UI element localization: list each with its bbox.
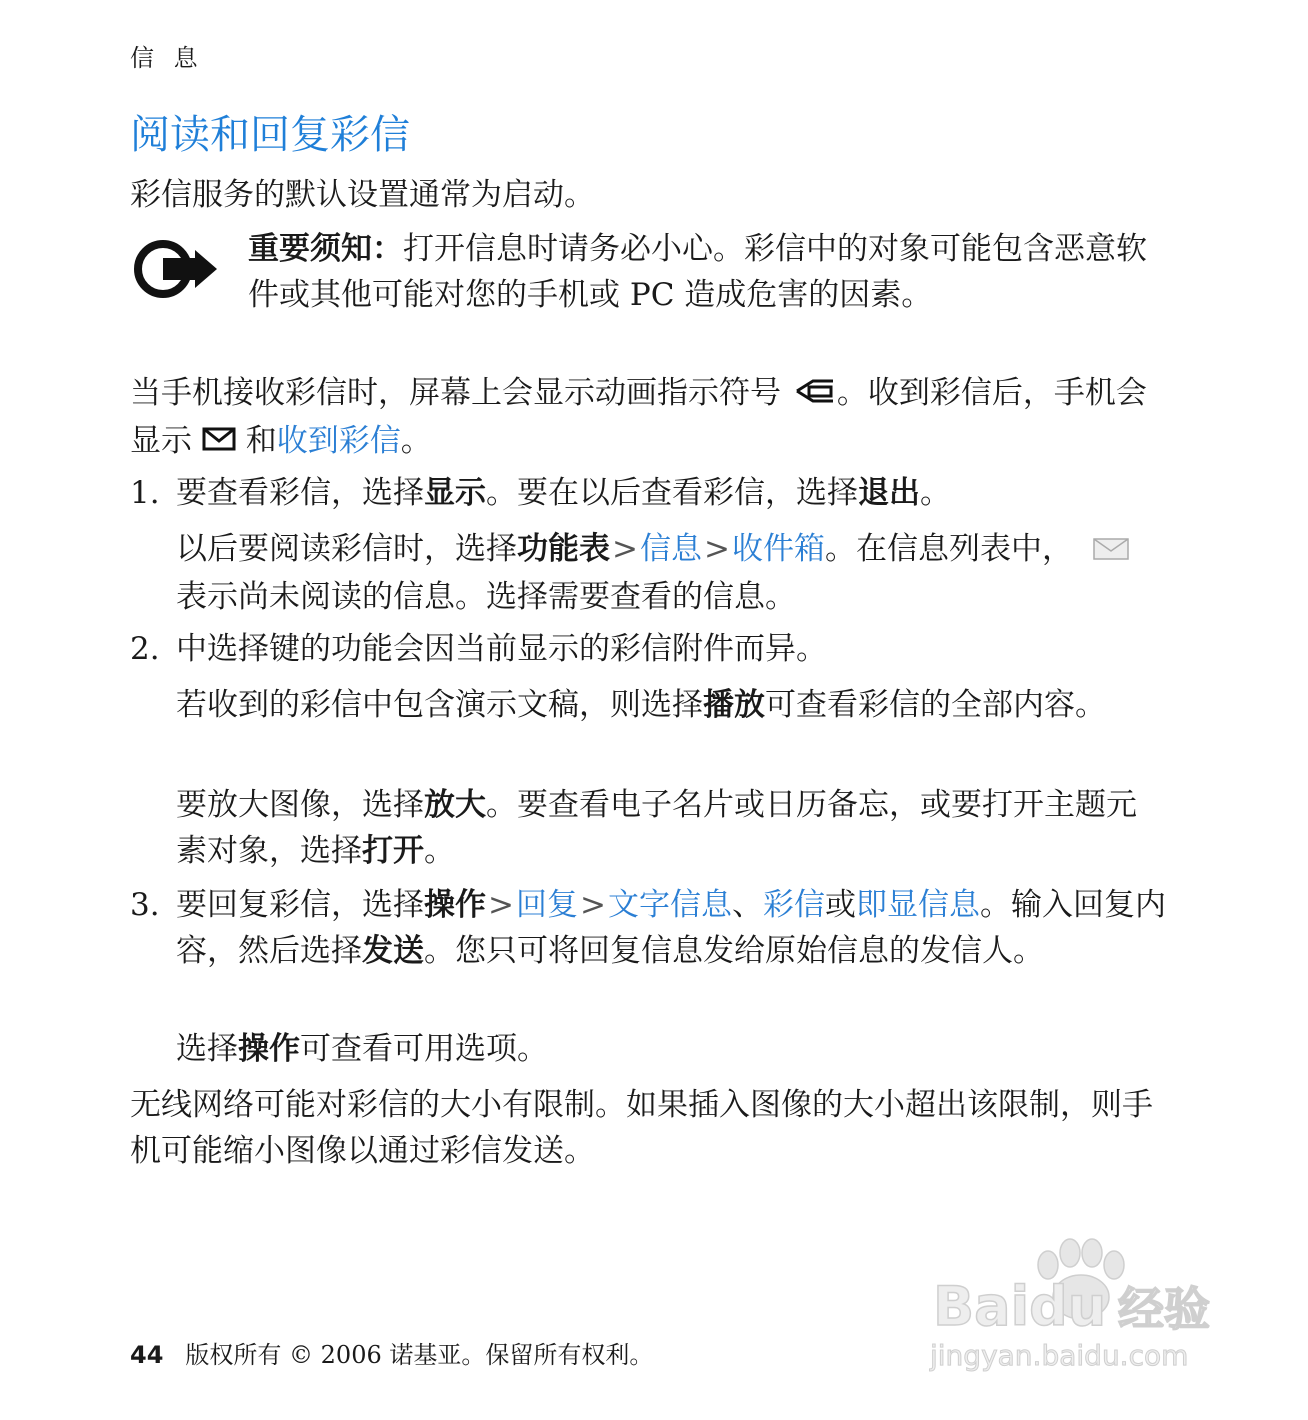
step-1-d: 。 <box>920 475 951 511</box>
exit-option[interactable]: 退出 <box>858 475 920 511</box>
text-message-link[interactable]: 文字信息 <box>607 887 732 923</box>
menu-option[interactable]: 功能表 <box>517 531 610 567</box>
page-number: 44 <box>130 1341 164 1369</box>
intro-paragraph: 彩信服务的默认设置通常为启动。 <box>130 177 595 213</box>
options-option[interactable]: 操作 <box>238 1031 300 1067</box>
receive-text-2: 。收到彩信后，手机会显示 <box>130 375 1147 459</box>
important-notice <box>248 226 1153 318</box>
baidu-watermark <box>928 1225 1228 1379</box>
show-option[interactable]: 显示 <box>424 475 486 511</box>
reply-link[interactable]: 回复 <box>515 887 578 923</box>
mms-link[interactable]: 彩信 <box>762 887 825 923</box>
step-3-c: 、 <box>731 887 763 923</box>
step-2-text: 中选择键的功能会因当前显示的彩信附件而异。 <box>176 631 827 667</box>
copyright-text: 版权所有 © 2006 诺基亚。保留所有权利。 <box>185 1341 654 1369</box>
flash-message-link[interactable]: 即显信息 <box>855 887 980 923</box>
step-3-f: 。您只可将回复信息发给原始信息的发信人。 <box>424 933 1044 969</box>
step-2-sub2-d: 。 <box>424 833 455 869</box>
step-3-a: 要回复彩信，选择 <box>176 887 424 923</box>
step-1-text <box>176 470 1166 516</box>
step-2-sub1-c: 可查看彩信的全部内容。 <box>765 687 1106 723</box>
step-1-sub-d: 表示尚未阅读的信息。选择需要查看的信息。 <box>176 578 796 615</box>
path-separator: > <box>488 887 514 923</box>
step-3-sub <box>176 1026 1166 1072</box>
envelope-icon <box>202 419 236 465</box>
receive-text-4: 。 <box>400 422 432 459</box>
step-number: 3. <box>130 887 160 923</box>
inbox-link[interactable]: 收件箱 <box>731 531 825 567</box>
step-1-c: 。要在以后查看彩信，选择 <box>486 475 858 511</box>
receive-text-1: 当手机接收彩信时，屏幕上会显示动画指示符号 <box>130 375 781 411</box>
watermark-url: jingyan.baidu.com <box>930 1339 1189 1372</box>
watermark-label: 经验 <box>1118 1282 1210 1336</box>
step-2-sub2-a: 要放大图像，选择 <box>176 787 424 823</box>
step-3-e: 。输入回复内容，然后选择 <box>176 887 1166 969</box>
animated-mms-indicator-icon <box>791 372 837 418</box>
notice-text: 打开信息时请务必小心。彩信中的对象可能包含恶意软件或其他可能对您的手机或 PC 造成危害的因素。 <box>248 231 1147 313</box>
step-number: 1. <box>130 475 160 511</box>
step-1-sub-a: 以后要阅读彩信时，选择 <box>176 531 517 567</box>
receive-paragraph <box>130 370 1170 465</box>
watermark-brand: Baidu <box>933 1275 1107 1338</box>
page-title: 阅读和回复彩信 <box>130 112 410 158</box>
step-2-sub-2 <box>176 782 1166 874</box>
step-1-a: 要查看彩信，选择 <box>176 475 424 511</box>
step-3-text <box>176 882 1166 974</box>
warning-hand-icon <box>133 238 219 304</box>
step-number: 2. <box>130 631 160 667</box>
step-3-d: 或 <box>824 887 856 923</box>
step-3-sub-c: 可查看可用选项。 <box>300 1031 548 1067</box>
step-3-sub-a: 选择 <box>176 1031 238 1067</box>
play-option[interactable]: 播放 <box>703 687 765 723</box>
unread-message-icon <box>1093 528 1129 574</box>
path-separator: > <box>703 531 730 567</box>
path-separator: > <box>612 531 638 567</box>
page-footer <box>130 1335 653 1370</box>
open-option[interactable]: 打开 <box>362 833 424 869</box>
path-separator: > <box>579 887 606 923</box>
options-option[interactable]: 操作 <box>424 887 486 923</box>
step-2-sub-1 <box>176 682 1166 728</box>
zoom-option[interactable]: 放大 <box>424 787 486 823</box>
receive-text-3: 和 <box>245 422 277 459</box>
send-option[interactable]: 发送 <box>362 933 424 969</box>
notice-label: 重要须知： <box>248 231 403 267</box>
step-1-sub <box>176 526 1166 620</box>
section-header: 信 息 <box>130 44 204 72</box>
messages-link[interactable]: 信息 <box>639 531 702 567</box>
step-1-sub-c: 。在信息列表中， <box>824 531 1073 567</box>
step-2-sub2-c: 。要查看电子名片或日历备忘，或要打开主题元素对象，选择 <box>176 787 1137 869</box>
closing-paragraph: 无线网络可能对彩信的大小有限制。如果插入图像的大小超出该限制，则手机可能缩小图像以通过彩信发送。 <box>130 1087 1153 1169</box>
step-2-sub1-a: 若收到的彩信中包含演示文稿，则选择 <box>176 687 703 723</box>
receive-mms-link[interactable]: 收到彩信 <box>276 422 401 459</box>
